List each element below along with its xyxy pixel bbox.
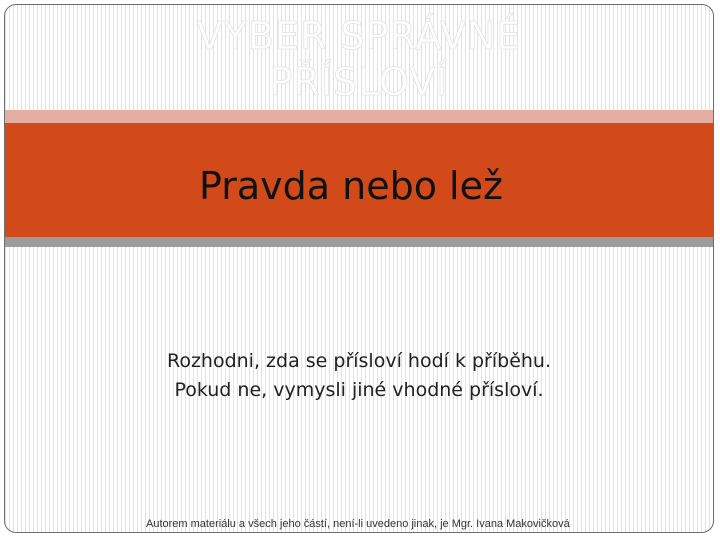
slide — [4, 4, 714, 533]
slide-body — [5, 347, 713, 405]
slide-title: Pravda nebo lež — [199, 164, 503, 208]
ghost-header-line-2: PŘÍSLOVÍ — [269, 60, 449, 104]
ghost-header-line-1: VYBER SPRÁVNÉ — [196, 14, 522, 58]
body-line-1: Rozhodni, zda se přísloví hodí k příběhu. — [166, 350, 552, 372]
body-line-2: Pokud ne, vymysli jiné vhodné přísloví. — [174, 379, 544, 401]
footer-credit: Autorem materiálu a všech jeho částí, není-li uvedeno jinak, je Mgr. Ivana Makovičková — [146, 518, 570, 530]
title-band-top-stripe — [5, 110, 713, 123]
title-band-bottom-stripe — [5, 237, 713, 247]
ghost-header-title — [5, 13, 713, 105]
